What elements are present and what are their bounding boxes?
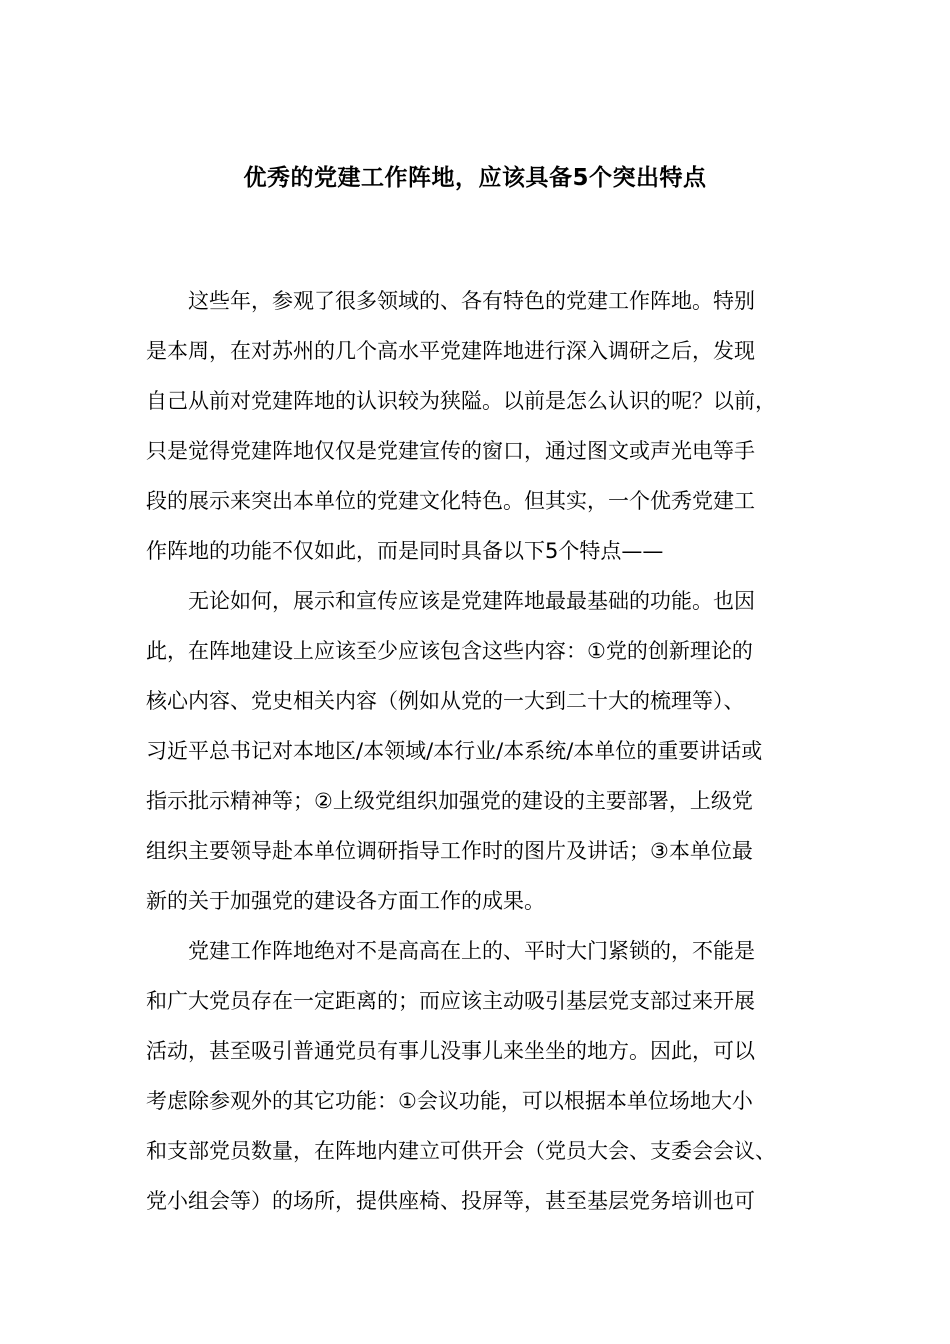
paragraph-3-line-5: 和支部党员数量，在阵地内建立可供开会（党员大会、支委会会议、	[146, 1139, 776, 1163]
paragraph-2-line-1: 无论如何，展示和宣传应该是党建阵地最最基础的功能。也因	[188, 589, 755, 613]
paragraph-3-line-6: 党小组会等）的场所，提供座椅、投屏等，甚至基层党务培训也可	[146, 1189, 755, 1213]
paragraph-1-line-6: 作阵地的功能不仅如此，而是同时具备以下5个特点——	[146, 539, 664, 563]
paragraph-3-line-2: 和广大党员存在一定距离的；而应该主动吸引基层党支部过来开展	[146, 989, 755, 1013]
document-title: 优秀的党建工作阵地，应该具备5个突出特点	[243, 165, 707, 191]
paragraph-1-line-3: 自己从前对党建阵地的认识较为狭隘。以前是怎么认识的呢？以前，	[146, 389, 776, 413]
paragraph-2-line-2: 此，在阵地建设上应该至少应该包含这些内容：①党的创新理论的	[146, 639, 753, 663]
paragraph-3-line-3: 活动，甚至吸引普通党员有事儿没事儿来坐坐的地方。因此，可以	[146, 1039, 755, 1063]
paragraph-2-line-4: 习近平总书记对本地区/本领域/本行业/本系统/本单位的重要讲话或	[146, 739, 763, 763]
paragraph-2-line-5: 指示批示精神等；②上级党组织加强党的建设的主要部署，上级党	[146, 789, 753, 813]
paragraph-2-line-3: 核心内容、党史相关内容（例如从党的一大到二十大的梳理等）、	[146, 689, 745, 713]
paragraph-1-line-4: 只是觉得党建阵地仅仅是党建宣传的窗口，通过图文或声光电等手	[146, 439, 755, 463]
paragraph-3-line-1: 党建工作阵地绝对不是高高在上的、平时大门紧锁的，不能是	[188, 939, 755, 963]
paragraph-2-line-6: 组织主要领导赴本单位调研指导工作时的图片及讲话；③本单位最	[146, 839, 753, 863]
paragraph-2-line-7: 新的关于加强党的建设各方面工作的成果。	[146, 889, 545, 913]
paragraph-1-line-2: 是本周，在对苏州的几个高水平党建阵地进行深入调研之后，发现	[146, 339, 755, 363]
paragraph-1-line-5: 段的展示来突出本单位的党建文化特色。但其实，一个优秀党建工	[146, 489, 755, 513]
paragraph-1-line-1: 这些年，参观了很多领域的、各有特色的党建工作阵地。特别	[188, 289, 755, 313]
paragraph-3-line-4: 考虑除参观外的其它功能：①会议功能，可以根据本单位场地大小	[146, 1089, 753, 1113]
